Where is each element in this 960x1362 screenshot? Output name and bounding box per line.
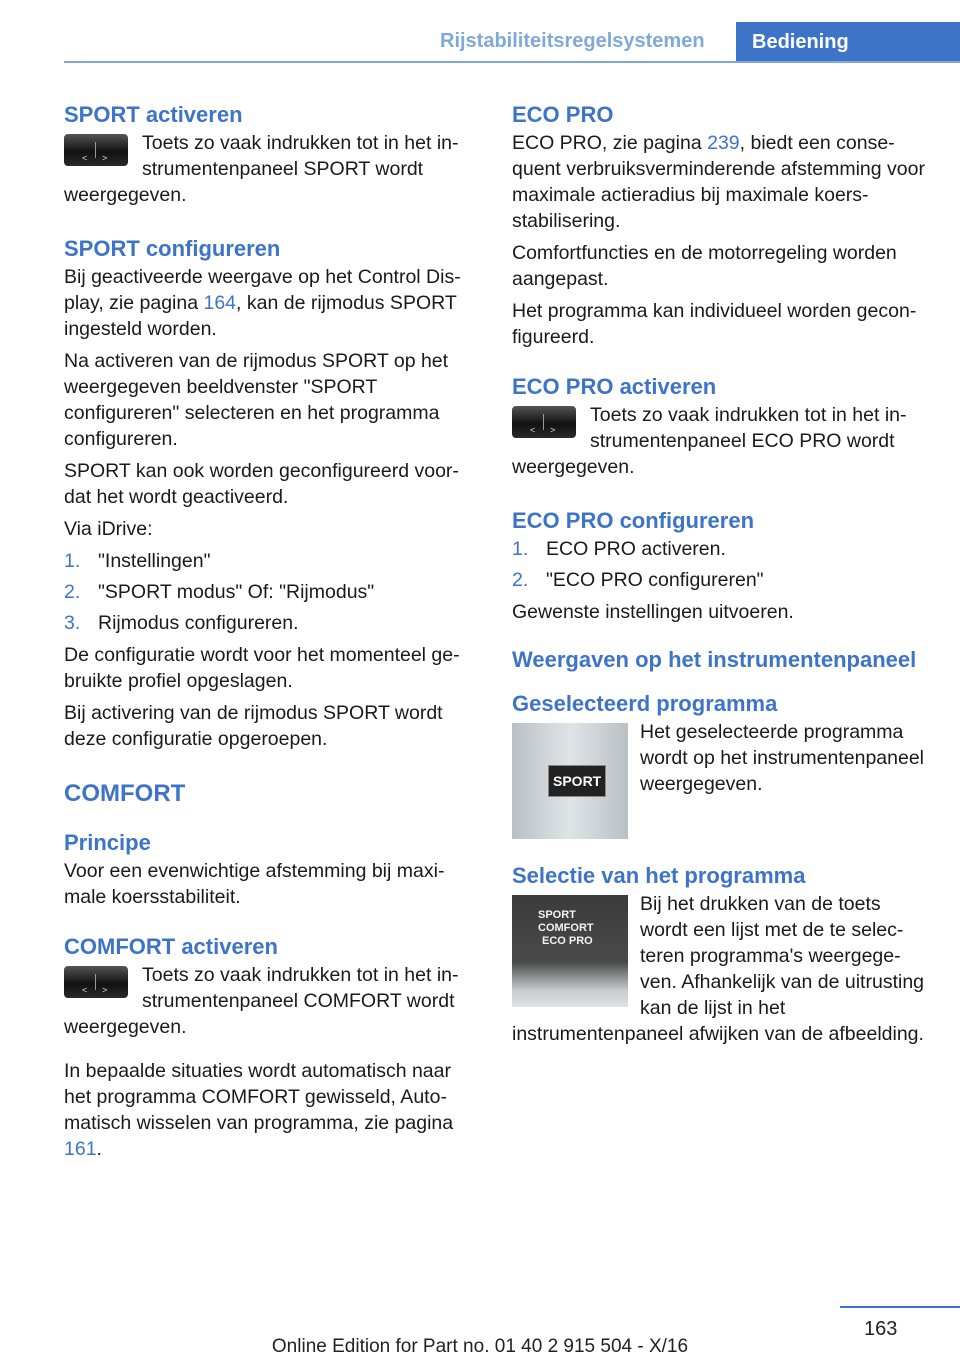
- heading-geselecteerd: Geselecteerd programma: [512, 691, 778, 716]
- heading-selectie: Selectie van het programma: [512, 863, 806, 888]
- eco-steps-list: [512, 536, 927, 593]
- list-item: 3. Rijmodus configureren.: [64, 612, 299, 634]
- left-column: [64, 100, 474, 1168]
- program-option: COMFORT: [538, 922, 594, 934]
- section-title: Rijstabiliteitsregelsystemen: [440, 30, 705, 52]
- page-number: 163: [864, 1318, 898, 1340]
- sport-config-p5: De configuratie wordt voor het momenteel gebruikte profiel opgeslagen.: [64, 644, 460, 692]
- sport-steps-list: [64, 548, 474, 636]
- comfort-auto-text: In bepaalde situaties wordt automatisch naar het programma COMFORT gewisseld, Automatisch wisselen van programma, zie pagina 161.: [64, 1060, 454, 1160]
- sport-config-p6: Bij activering van de rijmodus SPORT wordt deze configuratie opgeroepen.: [64, 702, 443, 750]
- mode-button-icon: < >: [64, 134, 128, 166]
- geselecteerd-text: Het geselecteerde programma wordt op het instrumentenpaneel weergegeven.: [640, 721, 925, 795]
- program-selection-image: [512, 895, 628, 1007]
- heading-eco-configureren: ECO PRO configureren: [512, 508, 755, 533]
- sport-config-p4: Via iDrive:: [64, 518, 153, 540]
- header-rule: [64, 61, 960, 63]
- sport-display-image: [512, 723, 628, 839]
- page-link-161[interactable]: 161: [64, 1138, 97, 1160]
- heading-comfort: COMFORT: [64, 780, 186, 807]
- mode-button-icon: < >: [64, 966, 128, 998]
- chapter-tab: Bediening: [736, 22, 960, 62]
- sport-config-p1: Bij geactiveerde weergave op het Control Display, zie pagina 164, kan de rijmodus SPORT ingesteld worden.: [64, 266, 461, 340]
- heading-comfort-activeren: COMFORT activeren: [64, 934, 278, 959]
- comfort-activeren-text: Toets zo vaak indrukken tot in het instrumentenpaneel COMFORT wordt weergegeven.: [64, 964, 459, 1038]
- eco-activeren-text: Toets zo vaak indrukken tot in het instrumentenpaneel ECO PRO wordt weergegeven.: [512, 404, 907, 478]
- program-option: ECO PRO: [542, 935, 593, 947]
- heading-eco-pro: ECO PRO: [512, 102, 614, 127]
- selectie-text: Bij het drukken van de toets wordt een lijst met de te selecteren programma's weergegeven. Afhankelijk van de uitrusting kan de lijst in het instrumentenpaneel afwijken van de afbeelding.: [512, 893, 925, 1045]
- sport-tag: SPORT: [548, 765, 606, 797]
- heading-sport-configureren: SPORT configureren: [64, 236, 281, 261]
- edition-footer: Online Edition for Part no. 01 40 2 915 504 - X/16: [271, 1336, 689, 1357]
- page-link-164[interactable]: 164: [203, 292, 237, 314]
- sport-config-p2: Na activeren van de rijmodus SPORT op het weergegeven beeldvenster "SPORT configureren" selecteren en het programma configureren.: [64, 350, 449, 450]
- mode-button-icon: < >: [512, 406, 576, 438]
- list-item: 1. "Instellingen": [64, 550, 211, 572]
- heading-principe: Principe: [64, 830, 151, 855]
- page-link-239[interactable]: 239: [707, 132, 740, 154]
- eco-pro-p1: ECO PRO, zie pagina 239, biedt een consequent verbruiksverminderende afstemming voor maximale actieradius bij maximale koersstabilisering.: [512, 132, 925, 232]
- list-item: 2. "ECO PRO configureren": [512, 569, 764, 591]
- program-option: SPORT: [538, 909, 576, 921]
- eco-config-after: Gewenste instellingen uitvoeren.: [512, 601, 794, 623]
- list-item: 1. ECO PRO activeren.: [512, 538, 726, 560]
- heading-weergaven: Weergaven op het instrumentenpaneel: [512, 647, 917, 672]
- eco-pro-p2: Comfortfuncties en de motorregeling worden aangepast.: [512, 242, 897, 290]
- sport-config-p3: SPORT kan ook worden geconfigureerd voordat het wordt geactiveerd.: [64, 460, 459, 508]
- eco-pro-p3: Het programma kan individueel worden geconfigureerd.: [512, 300, 917, 348]
- footer-rule: [840, 1306, 960, 1308]
- program-list: [538, 909, 594, 948]
- page-header: [0, 0, 960, 62]
- heading-sport-activeren: SPORT activeren: [64, 102, 243, 127]
- right-column: [512, 100, 927, 1053]
- heading-eco-activeren: ECO PRO activeren: [512, 374, 717, 399]
- principe-text: Voor een evenwichtige afstemming bij maximale koersstabiliteit.: [64, 860, 445, 908]
- list-item: 2. "SPORT modus" Of: "Rijmodus": [64, 581, 375, 603]
- sport-activeren-text: Toets zo vaak indrukken tot in het instrumentenpaneel SPORT wordt weergegeven.: [64, 132, 459, 206]
